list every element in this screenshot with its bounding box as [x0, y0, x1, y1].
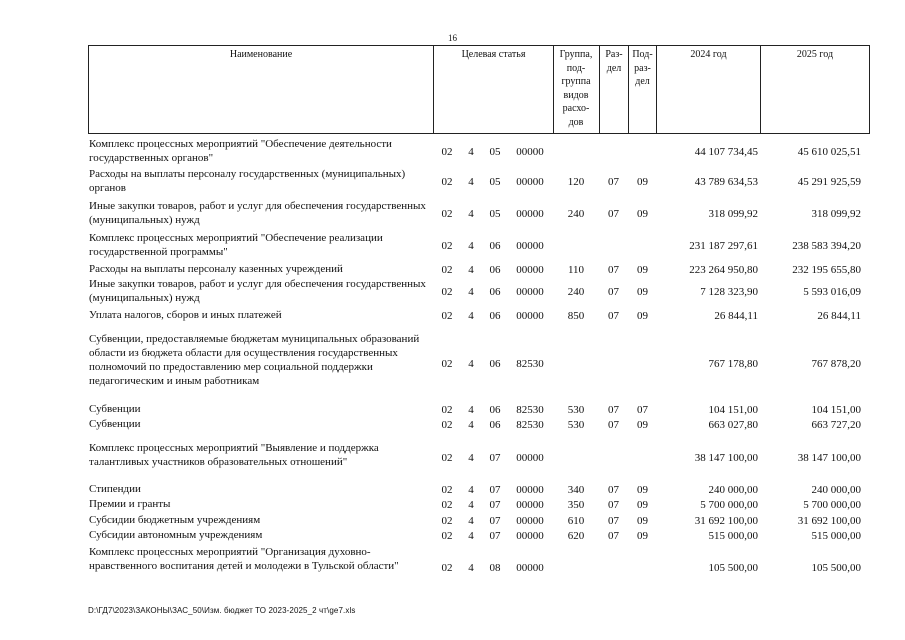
cell-c2: 4: [468, 404, 474, 416]
cell-c1: 02: [441, 240, 453, 252]
cell-c4: 00000: [516, 286, 544, 298]
row-name: Комплекс процессных мероприятий "Обеспечение деятельности государственных органов": [89, 138, 392, 164]
cell-section: 07: [608, 208, 619, 220]
cell-y2024: 767 178,80: [708, 358, 758, 370]
cell-subsection: 09: [637, 530, 648, 542]
cell-c1: 02: [441, 208, 453, 220]
row-name: Субсидии автономным учреждениям: [89, 529, 263, 541]
cell-c4: 00000: [516, 240, 544, 252]
cell-subsection: 09: [637, 264, 648, 276]
file-path-footer: D:\ГД7\2023\ЗАКОНЫ\ЗАС_50\Изм. бюджет ТО 2023-2025_2 чт\ge7.xls: [88, 606, 356, 615]
row-name: Комплекс процессных мероприятий "Обеспечение реализации государственной программы": [89, 232, 383, 258]
row-name: Комплекс процессных мероприятий "Выявление и поддержка талантливых участников образовательных отношений": [89, 442, 379, 468]
cell-c1: 02: [441, 286, 453, 298]
cell-y2025: 663 727,20: [811, 419, 861, 431]
header-section: Раз-дел: [605, 49, 623, 74]
cell-section: 07: [608, 404, 619, 416]
cell-y2024: 43 789 634,53: [694, 176, 758, 188]
cell-c3: 07: [489, 499, 501, 511]
cell-c2: 4: [468, 208, 474, 220]
header-2025: 2025 год: [796, 49, 834, 60]
table-row: [0, 402, 905, 417]
cell-c3: 06: [489, 419, 501, 431]
cell-c4: 00000: [516, 176, 544, 188]
cell-section: 07: [608, 499, 619, 511]
cell-c4: 00000: [516, 530, 544, 542]
cell-c2: 4: [468, 358, 474, 370]
cell-c1: 02: [441, 419, 453, 431]
cell-c2: 4: [468, 310, 474, 322]
cell-c1: 02: [441, 515, 453, 527]
cell-group: 110: [567, 264, 585, 276]
cell-group: 120: [567, 176, 585, 188]
table-row: [0, 332, 905, 396]
cell-y2025: 38 147 100,00: [797, 452, 861, 464]
row-name: Расходы на выплаты персоналу казенных учреждений: [89, 263, 343, 275]
cell-c1: 02: [441, 310, 453, 322]
cell-c4: 00000: [516, 515, 544, 527]
header-target: Целевая статья: [461, 49, 526, 60]
row-name: Расходы на выплаты персоналу государственных (муниципальных) органов: [89, 168, 406, 194]
cell-c3: 07: [489, 452, 501, 464]
cell-c2: 4: [468, 484, 474, 496]
cell-c3: 06: [489, 310, 501, 322]
cell-c4: 00000: [516, 484, 544, 496]
cell-y2025: 318 099,92: [811, 208, 861, 220]
cell-c2: 4: [468, 562, 474, 574]
header-2024: 2024 год: [690, 49, 727, 60]
table-row: [0, 199, 905, 228]
cell-c1: 02: [441, 530, 453, 542]
cell-c3: 06: [489, 358, 501, 370]
cell-group: 530: [567, 419, 585, 431]
cell-c2: 4: [468, 515, 474, 527]
cell-group: 850: [567, 310, 585, 322]
cell-c4: 00000: [516, 562, 544, 574]
cell-y2025: 767 878,20: [811, 358, 861, 370]
cell-c2: 4: [468, 240, 474, 252]
cell-c1: 02: [441, 499, 453, 511]
cell-section: 07: [608, 515, 619, 527]
cell-c3: 07: [489, 484, 501, 496]
cell-y2024: 105 500,00: [708, 562, 758, 574]
cell-c3: 08: [489, 562, 501, 574]
row-name: Субвенции, предоставляемые бюджетам муниципальных образований области из бюджета области для осуществления государственных полномочий по предоставлению мер социальной поддержки педагогическим и иным работникам: [89, 333, 420, 387]
cell-y2025: 45 291 925,59: [797, 176, 861, 188]
cell-c4: 00000: [516, 208, 544, 220]
cell-c1: 02: [441, 562, 453, 574]
cell-section: 07: [608, 310, 619, 322]
cell-y2025: 104 151,00: [811, 404, 861, 416]
cell-y2024: 223 264 950,80: [689, 264, 758, 276]
cell-c4: 00000: [516, 146, 544, 158]
table-row: [0, 513, 905, 528]
table-row: [0, 417, 905, 432]
cell-group: 620: [567, 530, 585, 542]
cell-group: 340: [567, 484, 585, 496]
table-row: [0, 497, 905, 512]
cell-y2024: 240 000,00: [708, 484, 758, 496]
table-row: [0, 137, 905, 166]
table-row: [0, 277, 905, 307]
cell-y2024: 26 844,11: [714, 310, 758, 322]
cell-y2025: 515 000,00: [811, 530, 861, 542]
cell-c2: 4: [468, 530, 474, 542]
cell-y2025: 238 583 394,20: [792, 240, 861, 252]
cell-y2024: 318 099,92: [708, 208, 758, 220]
row-name: Иные закупки товаров, работ и услуг для обеспечения государственных (муниципальных) нужд: [89, 200, 426, 226]
row-name: Стипендии: [89, 483, 141, 495]
cell-c2: 4: [468, 146, 474, 158]
cell-group: 350: [567, 499, 585, 511]
cell-y2025: 105 500,00: [811, 562, 861, 574]
cell-c4: 82530: [516, 404, 544, 416]
cell-c3: 05: [489, 208, 501, 220]
cell-c4: 00000: [516, 452, 544, 464]
table-row: [0, 441, 905, 475]
cell-y2024: 5 700 000,00: [700, 499, 758, 511]
cell-c1: 02: [441, 146, 453, 158]
cell-y2024: 31 692 100,00: [694, 515, 758, 527]
cell-y2025: 5 700 000,00: [803, 499, 861, 511]
cell-subsection: 09: [637, 515, 648, 527]
cell-c3: 06: [489, 264, 501, 276]
cell-c1: 02: [441, 358, 453, 370]
cell-subsection: 09: [637, 484, 648, 496]
table-row: [0, 545, 905, 591]
cell-c1: 02: [441, 484, 453, 496]
cell-c4: 00000: [516, 499, 544, 511]
cell-c2: 4: [468, 264, 474, 276]
cell-c1: 02: [441, 404, 453, 416]
cell-subsection: 09: [637, 286, 648, 298]
cell-c4: 00000: [516, 310, 544, 322]
table-row: [0, 308, 905, 324]
cell-c1: 02: [441, 264, 453, 276]
cell-y2024: 231 187 297,61: [689, 240, 758, 252]
cell-group: 240: [567, 286, 585, 298]
cell-y2025: 240 000,00: [811, 484, 861, 496]
cell-c4: 00000: [516, 264, 544, 276]
cell-subsection: 09: [637, 419, 648, 431]
cell-c3: 05: [489, 146, 501, 158]
row-name: Премии и гранты: [89, 498, 171, 510]
cell-section: 07: [608, 484, 619, 496]
cell-c3: 06: [489, 240, 501, 252]
cell-y2024: 38 147 100,00: [694, 452, 758, 464]
column-divider: [553, 45, 554, 134]
cell-c3: 05: [489, 176, 501, 188]
table-row: [0, 482, 905, 497]
row-name: Иные закупки товаров, работ и услуг для обеспечения государственных (муниципальных) нужд: [89, 278, 426, 304]
cell-c3: 06: [489, 404, 501, 416]
cell-y2024: 663 027,80: [708, 419, 758, 431]
cell-c4: 82530: [516, 358, 544, 370]
header-group: Группа, под-группа видов расхо-дов: [559, 49, 593, 128]
cell-c4: 82530: [516, 419, 544, 431]
cell-c2: 4: [468, 176, 474, 188]
cell-y2025: 232 195 655,80: [792, 264, 861, 276]
cell-c1: 02: [441, 452, 453, 464]
cell-c2: 4: [468, 419, 474, 431]
table-row: [0, 167, 905, 197]
cell-section: 07: [608, 530, 619, 542]
cell-c3: 06: [489, 286, 501, 298]
cell-y2024: 104 151,00: [708, 404, 758, 416]
cell-c3: 07: [489, 530, 501, 542]
cell-subsection: 09: [637, 499, 648, 511]
cell-c3: 07: [489, 515, 501, 527]
cell-section: 07: [608, 176, 619, 188]
cell-group: 240: [567, 208, 585, 220]
header-subsection: Под-раз-дел: [632, 49, 653, 87]
row-name: Уплата налогов, сборов и иных платежей: [89, 309, 282, 321]
cell-y2025: 26 844,11: [817, 310, 861, 322]
cell-section: 07: [608, 286, 619, 298]
table-row: [0, 231, 905, 260]
table-row: [0, 262, 905, 277]
row-name: Субвенции: [89, 418, 141, 430]
table-row: [0, 528, 905, 543]
cell-c1: 02: [441, 176, 453, 188]
cell-c2: 4: [468, 452, 474, 464]
cell-subsection: 09: [637, 208, 648, 220]
cell-section: 07: [608, 419, 619, 431]
cell-y2025: 5 593 016,09: [803, 286, 861, 298]
cell-y2025: 45 610 025,51: [797, 146, 861, 158]
row-name: Комплекс процессных мероприятий "Организация духовно-нравственного воспитания детей и молодежи в Тульской области": [89, 546, 399, 572]
page-number: 16: [448, 33, 457, 43]
row-name: Субсидии бюджетным учреждениям: [89, 514, 261, 526]
cell-y2024: 44 107 734,45: [694, 146, 758, 158]
cell-y2024: 7 128 323,90: [700, 286, 758, 298]
cell-section: 07: [608, 264, 619, 276]
cell-group: 610: [567, 515, 585, 527]
cell-y2025: 31 692 100,00: [797, 515, 861, 527]
cell-subsection: 09: [637, 176, 648, 188]
row-name: Субвенции: [89, 403, 141, 415]
cell-subsection: 09: [637, 310, 648, 322]
cell-c2: 4: [468, 286, 474, 298]
cell-group: 530: [567, 404, 585, 416]
cell-c2: 4: [468, 499, 474, 511]
header-name: Наименование: [229, 49, 293, 60]
cell-y2024: 515 000,00: [708, 530, 758, 542]
cell-subsection: 07: [637, 404, 648, 416]
